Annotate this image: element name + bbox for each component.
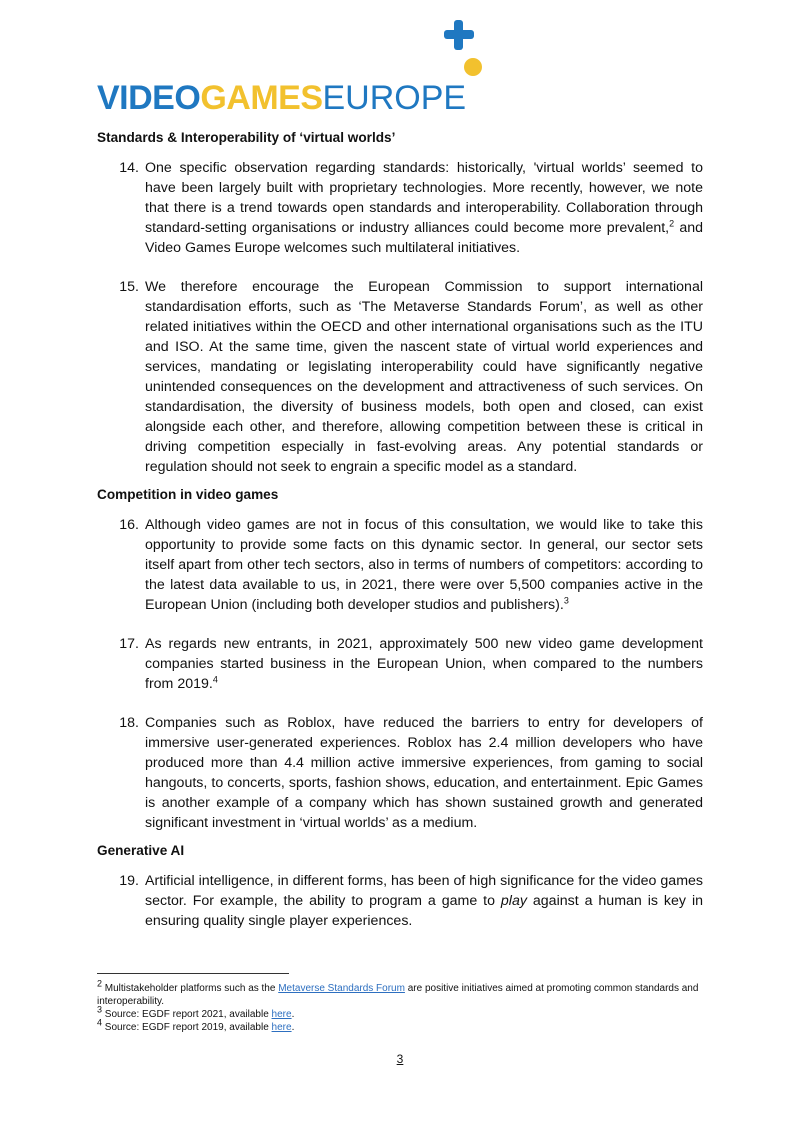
metaverse-standards-forum-link[interactable]: Metaverse Standards Forum <box>278 983 405 994</box>
footnote-2: $^2$ Multistakeholder platforms such as the Metaverse Standards Forum are positive initiatives aimed at promoting common standards and interoperability. <box>97 978 699 1007</box>
logo-wordmark <box>97 78 466 118</box>
paragraph-19 <box>97 871 703 931</box>
paragraph-text: Artificial intelligence, in different forms, has been of high significance for the video games sector. For example, the ability to program a game to play against a human is key in ensuring quality single player experiences. <box>145 873 703 929</box>
paragraph-number: 14. <box>119 160 139 176</box>
paragraph-17 <box>97 634 703 694</box>
egdf-2019-here-link[interactable]: here <box>271 1022 292 1033</box>
paragraph-number: 17. <box>119 636 139 652</box>
paragraph-16 <box>97 515 703 615</box>
footnote-separator <box>97 973 289 974</box>
paragraph-14 <box>97 158 703 258</box>
logo-video: VIDEO <box>97 79 201 117</box>
document-body <box>97 128 703 950</box>
section-heading-standards: Standards & Interoperability of ‘virtual worlds’ <box>97 130 396 145</box>
paragraph-18 <box>97 713 703 833</box>
paragraph-number: 19. <box>119 873 139 889</box>
paragraph-number: 18. <box>119 715 139 731</box>
section-heading-competition: Competition in video games <box>97 487 279 502</box>
footnotes <box>97 978 703 1034</box>
logo-europe: EUROPE <box>322 79 467 117</box>
footnote-3: $^3$ Source: EGDF report 2021, available here. <box>97 1004 295 1020</box>
paragraph-15 <box>97 277 703 477</box>
video-games-europe-logo <box>97 18 487 117</box>
footnote-ref-2[interactable]: 2 <box>669 218 675 229</box>
paragraph-text: Although video games are not in focus of this consultation, we would like to take this opportunity to provide some facts on this dynamic sector. In general, our sector sets itself apart from other tech sectors, also in terms of numbers of competitors: according to the latest data available to us, in 2021, there were over 5,500 companies active in the European Union (including both developer studios and publishers).$^3$ <box>145 517 703 613</box>
paragraph-text: As regards new entrants, in 2021, approximately 500 new video game development companies started business in the European Union, when compared to the numbers from 2019.$^4$ <box>145 636 703 692</box>
page-number: 3 <box>396 1052 404 1066</box>
dot-icon <box>464 58 482 76</box>
paragraph-text: One specific observation regarding standards: historically, 'virtual worlds’ seemed to have been largely built with proprietary technologies. More recently, however, we note that there is a trend towards open standards and interoperability. Collaboration through standard-setting organisations or industry alliances could become more prevalent,$^2$ and Video Games Europe welcomes such multilateral initiatives. <box>145 160 703 256</box>
footnote-4: $^4$ Source: EGDF report 2019, available here. <box>97 1017 295 1033</box>
footnote-ref-4[interactable]: 4 <box>212 674 218 685</box>
paragraph-text: We therefore encourage the European Commission to support international standardisation efforts, such as ‘The Metaverse Standards Forum’, as well as other related initiatives within the OECD and other international organisations such as the ITU and ISO. At the same time, given the nascent state of virtual world experiences and services, mandating or legislating interoperability could have significantly negative unintended consequences on the development and attractiveness of such services. On standardisation, the diversity of business models, both open and closed, can exist alongside each other, and therefore, allowing competition between these is critical in driving competition especially in fast-evolving areas. Any potential standards or regulation should not seek to engrain a specific model as a standard. <box>145 279 703 475</box>
paragraph-text: Companies such as Roblox, have reduced the barriers to entry for developers of immersive user-generated experiences. Roblox has 2.4 million developers who have produced more than 4.4 million active immersive experiences, from gaming to social hangouts, to concerts, sports, fashion shows, education, and entertainment. Epic Games is another example of a company which has shown sustained growth and generated significant investment in ‘virtual worlds’ as a medium. <box>145 715 703 831</box>
egdf-2021-here-link[interactable]: here <box>271 1009 292 1020</box>
plus-icon <box>442 18 476 52</box>
paragraph-number: 15. <box>119 279 139 295</box>
paragraph-number: 16. <box>119 517 139 533</box>
logo-games: GAMES <box>200 79 323 117</box>
section-heading-generative-ai: Generative AI <box>97 843 185 858</box>
footnote-ref-3[interactable]: 3 <box>563 595 569 606</box>
